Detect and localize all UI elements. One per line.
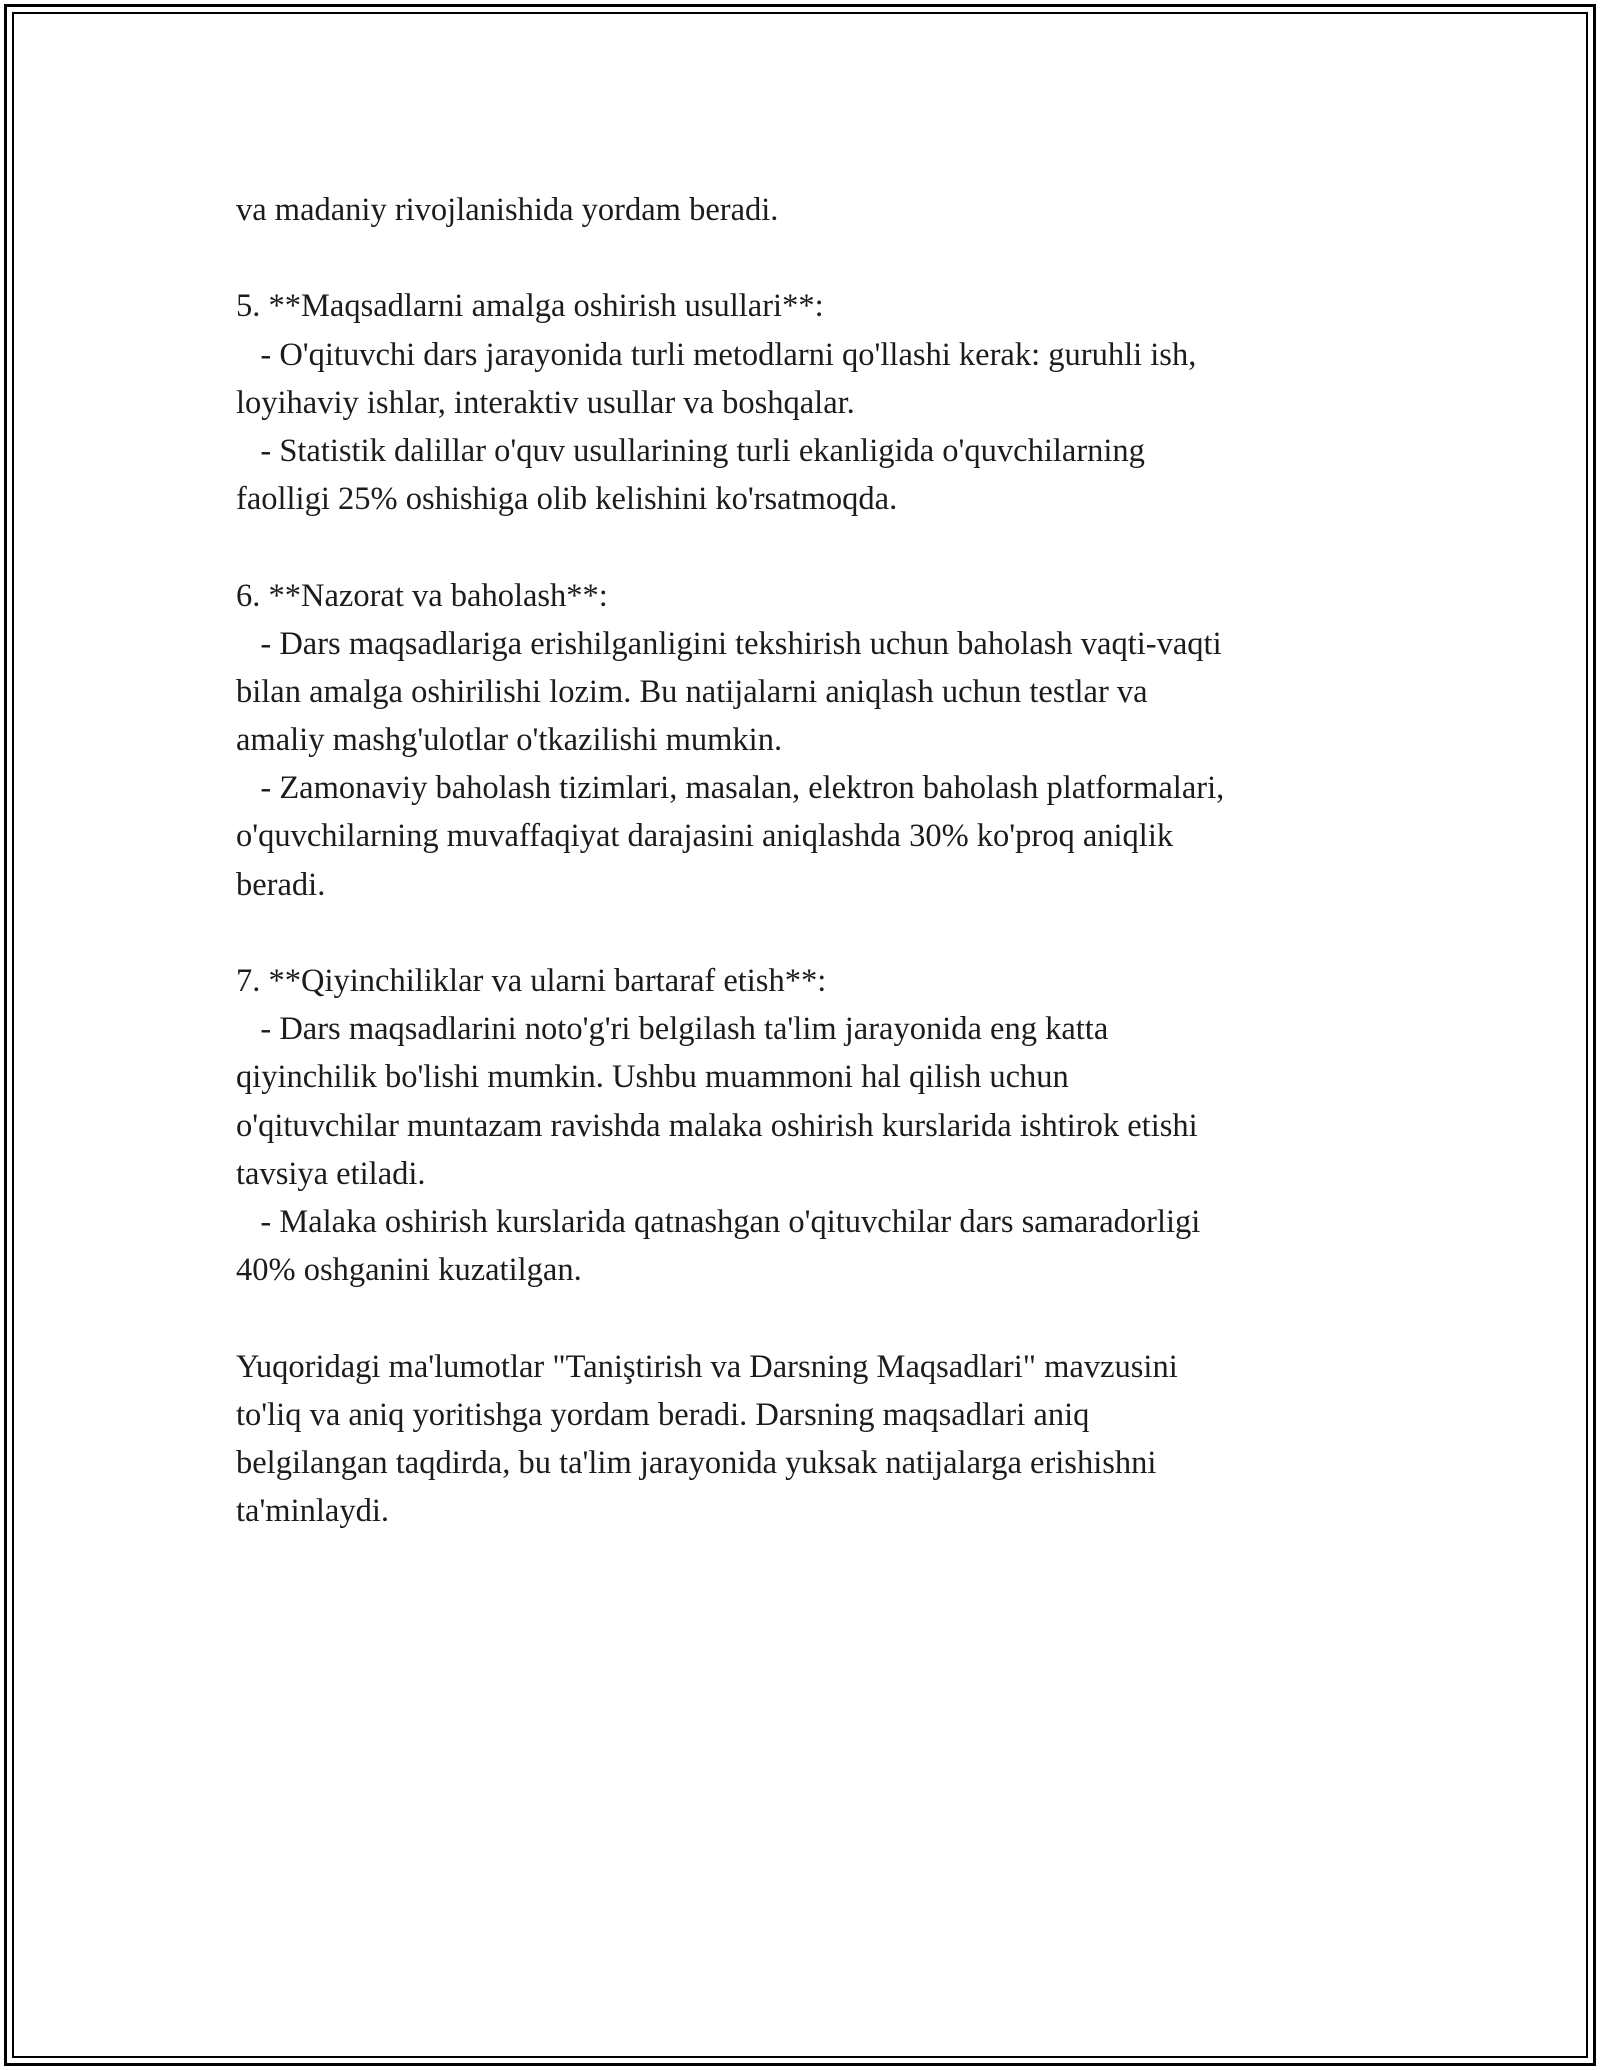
text-line: ta'minlaydi.	[236, 1493, 389, 1530]
section-heading: 6. **Nazorat va baholash**:	[236, 577, 608, 614]
text-line: to'liq va aniq yoritishga yordam beradi. Darsning maqsadlari aniq	[236, 1396, 1090, 1433]
text-line: 40% oshganini kuzatilgan.	[236, 1252, 582, 1289]
text-line: belgilangan taqdirda, bu ta'lim jarayonida yuksak natijalarga erishishni	[236, 1444, 1157, 1481]
text-line: amaliy mashg'ulotlar o'tkazilishi mumkin.	[236, 722, 783, 759]
text-line: bilan amalga oshirilishi lozim. Bu natijalarni aniqlash uchun testlar va	[236, 673, 1148, 710]
text-line: loyihaviy ishlar, interaktiv usullar va boshqalar.	[236, 384, 855, 421]
text-line: - Dars maqsadlariga erishilganligini tekshirish uchun baholash vaqti-vaqti	[236, 625, 1222, 662]
text-line: o'quvchilarning muvaffaqiyat darajasini aniqlashda 30% ko'proq aniqlik	[236, 818, 1174, 855]
section-heading: 5. **Maqsadlarni amalga oshirish usullari**:	[236, 288, 824, 325]
text-line: faolligi 25% oshishiga olib kelishini ko'rsatmoqda.	[236, 481, 898, 518]
paragraph-section-5	[236, 282, 1366, 523]
paragraph-section-7	[236, 957, 1366, 1294]
text-line: va madaniy rivojlanishida yordam beradi.	[236, 192, 779, 228]
text-line: - Dars maqsadlarini noto'g'ri belgilash ta'lim jarayonida eng katta	[236, 1011, 1109, 1048]
paragraph-section-6	[236, 572, 1366, 909]
paragraph-intro-continuation	[236, 186, 1366, 234]
text-line: - Malaka oshirish kurslarida qatnashgan o'qituvchilar dars samaradorligi	[236, 1203, 1201, 1240]
text-line: tavsiya etiladi.	[236, 1155, 426, 1192]
text-line: beradi.	[236, 866, 326, 903]
paragraph-spacer	[236, 1294, 1366, 1342]
paragraph-spacer	[236, 234, 1366, 282]
text-line: - Zamonaviy baholash tizimlari, masalan, elektron baholash platformalari,	[236, 770, 1225, 807]
paragraph-spacer	[236, 909, 1366, 957]
section-heading: 7. **Qiyinchiliklar va ularni bartaraf etish**:	[236, 963, 827, 999]
text-line: o'qituvchilar muntazam ravishda malaka oshirish kurslarida ishtirok etishi	[236, 1107, 1198, 1144]
text-line: Yuqoridagi ma'lumotlar "Taniştirish va Darsning Maqsadlari" mavzusini	[236, 1348, 1178, 1385]
text-line: qiyinchilik bo'lishi mumkin. Ushbu muammoni hal qilish uchun	[236, 1059, 1069, 1096]
paragraph-conclusion	[236, 1343, 1366, 1536]
paragraph-spacer	[236, 523, 1366, 571]
text-line: - O'qituvchi dars jarayonida turli metodlarni qo'llashi kerak: guruhli ish,	[236, 336, 1197, 373]
document-body	[236, 186, 1366, 1535]
text-line: - Statistik dalillar o'quv usullarining turli ekanligida o'quvchilarning	[236, 432, 1145, 469]
